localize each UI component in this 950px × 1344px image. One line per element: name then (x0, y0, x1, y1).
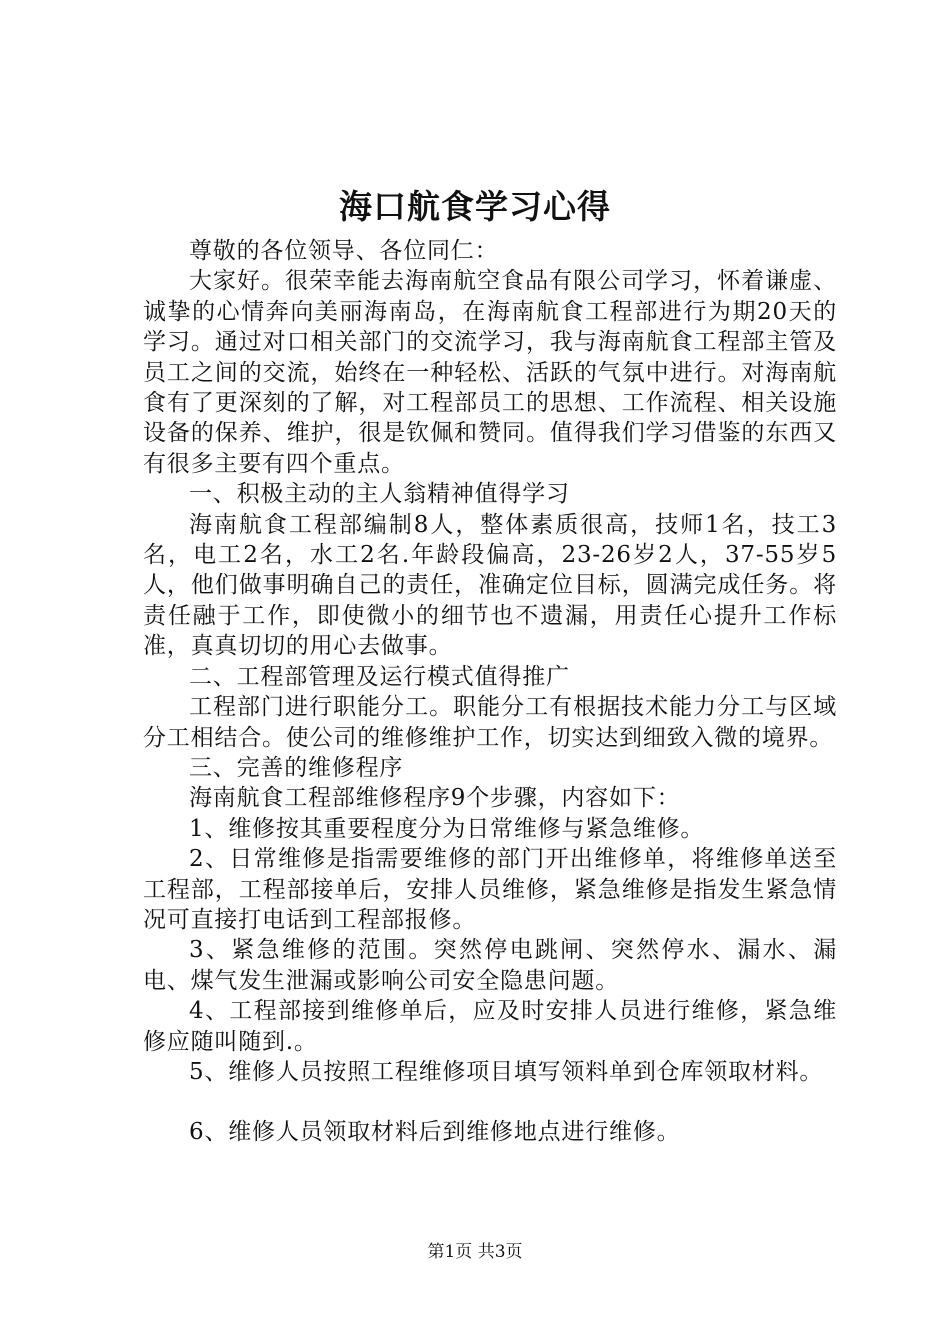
list-item-step-4: 4、工程部接到维修单后，应及时安排人员进行维修，紧急维修应随叫随到.。 (143, 998, 837, 1055)
list-item-step-5: 5、维修人员按照工程维修项目填写领料单到仓库领取材料。 (189, 1058, 824, 1085)
salutation: 尊敬的各位领导、各位同仁： (189, 238, 499, 264)
page-number-footer: 第1页 共3页 (427, 1242, 523, 1262)
document-body (143, 236, 837, 1148)
list-item-step-3: 3、紧急维修的范围。突然停电跳闸、突然停水、漏水、漏电、煤气发生泄漏或影响公司安全隐患问题。 (143, 937, 837, 994)
list-item-step-1: 1、维修按其重要程度分为日常维修与紧急维修。 (189, 815, 705, 842)
paragraph-section-3-intro: 海南航食工程部维修程序9个步骤，内容如下： (189, 785, 681, 812)
document-title: 海口航食学习心得 (339, 187, 611, 226)
paragraph-intro: 大家好。很荣幸能去海南航空食品有限公司学习，怀着谦虚、诚挚的心情奔向美丽海南岛，在海南航食工程部进行为期20天的学习。通过对口相关部门的交流学习，我与海南航食工程部主管及员工之间的交流，始终在一种轻松、活跃的气氛中进行。对海南航食有了更深刻的了解，对工程部员工的思想、工作流程、相关设施设备的保养、维护，很是钦佩和赞同。值得我们学习借鉴的东西又有很多主要有四个重点。 (143, 268, 837, 477)
heading-section-1: 一、积极主动的主人翁精神值得学习 (189, 481, 570, 508)
paragraph-section-1: 海南航食工程部编制8人，整体素质很高，技师1名，技工3名，电工2名，水工2名.年龄段偏高，23-26岁2人，37-55岁5人，他们做事明确自己的责任，准确定位目标，圆满完成任务。将责任融于工作，即使微小的细节也不遗漏，用责任心提升工作标准，真真切切的用心去做事。 (143, 511, 837, 660)
list-item-step-6: 6、维修人员领取材料后到维修地点进行维修。 (189, 1119, 681, 1146)
paragraph-section-2: 工程部门进行职能分工。职能分工有根据技术能力分工与区域分工相结合。使公司的维修维护工作，切实达到细致入微的境界。 (143, 694, 837, 751)
heading-section-3: 三、完善的维修程序 (189, 754, 404, 781)
heading-section-2: 二、工程部管理及运行模式值得推广 (189, 663, 570, 690)
list-item-step-2: 2、日常维修是指需要维修的部门开出维修单，将维修单送至工程部，工程部接单后，安排人员维修，紧急维修是指发生紧急情况可直接打电话到工程部报修。 (143, 846, 837, 933)
